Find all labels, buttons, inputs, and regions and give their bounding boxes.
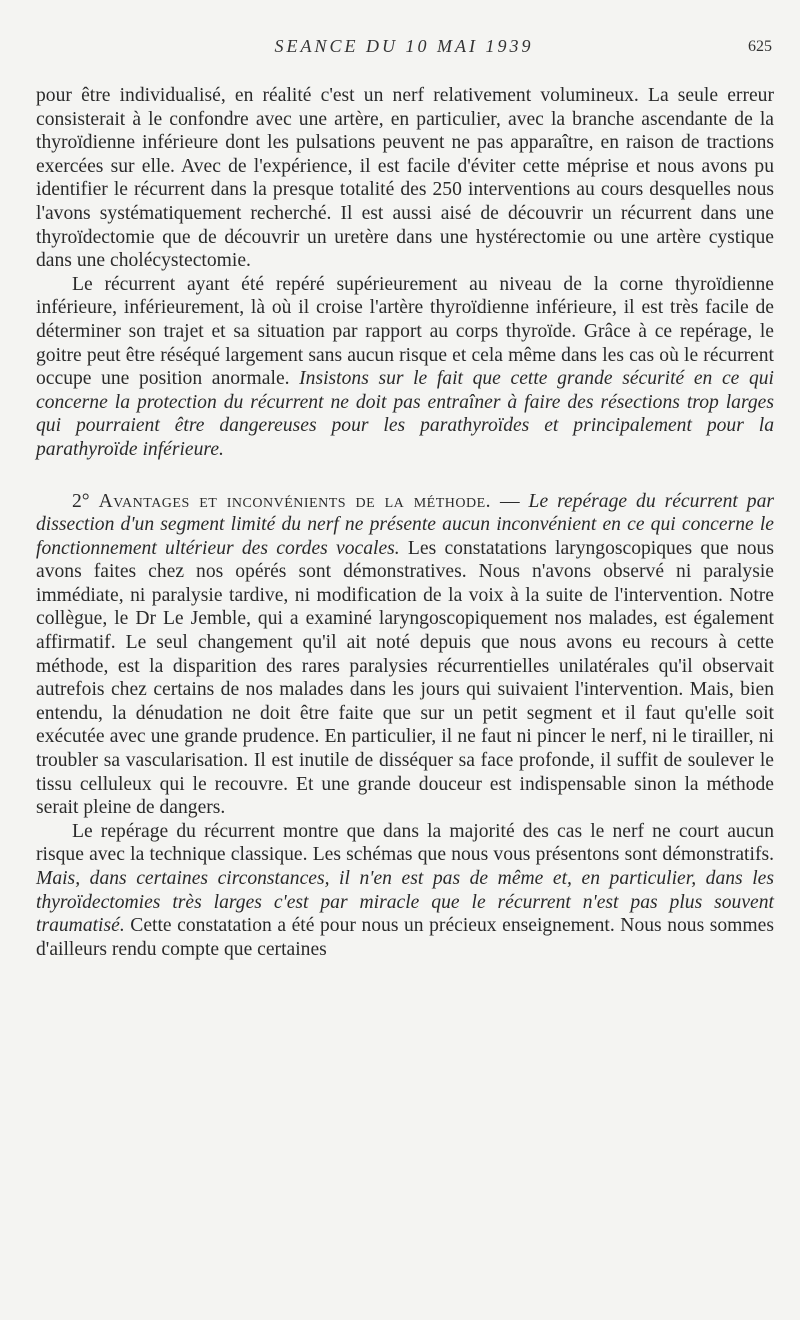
text-run: Cette constatation a été pour nous un précieux enseignement. Nous nous sommes d'ailleurs rendu compte que certaines [36, 915, 774, 960]
paragraph-2 [36, 273, 774, 462]
italic-run: Le repérage du récurrent par dissection d'un segment limité du nerf ne présente aucun inconvénient en ce qui concerne le fonctionnement ultérieur des cordes vocales. [36, 490, 775, 559]
text-run: Le récurrent ayant été repéré supérieurement au niveau de la corne thyroïdienne inférieure, inférieurement, là où il croise l'artère thyroïdienne inférieure, il est très facile de déterminer son trajet et sa situation par rapport au corps thyroïde. Grâce à ce repérage, le goitre peut être réséqué largement sans aucun risque et cela même dans les cas où le récurrent occupe une position anormale. [36, 273, 774, 390]
paragraph-4 [36, 820, 774, 962]
text-run: pour être individualisé, en réalité c'est un nerf relativement volumineux. La seule erreur consisterait à le confondre avec une artère, en particulier, avec la branche ascendante de la thyroïdienne inférieure dont les pulsations peuvent ne pas apparaître, en raison de tractions exercées sur elle. Avec de l'expérience, il est facile d'éviter cette méprise et nous avons pu identifier le récurrent dans la presque totalité des 250 interventions au cours desquelles nous l'avons systématiquement recherché. Il est aussi aisé de découvrir un récurrent dans une thyroïdectomie que de découvrir un uretère dans une hystérectomie ou une artère cystique dans une cholécystectomie. [36, 85, 774, 272]
em-dash: — [491, 490, 529, 512]
paragraph-section-2 [36, 490, 774, 820]
page-number: 625 [748, 38, 772, 55]
paragraph-1 [36, 84, 774, 273]
section-heading: Avantages et inconvénients de la méthode. [98, 490, 492, 512]
section-number: 2° [72, 490, 99, 512]
text-run: Les constatations laryngoscopiques que nous avons faites chez nos opérés sont démonstratives. Nous n'avons observé ni paralysie immédiate, ni paralysie tardive, ni modification de la voix à la suite de l'intervention. Notre collègue, le Dr Le Jemble, qui a examiné laryngoscopiquement nos malades, est également affirmatif. Le seul changement qu'il ait noté depuis que nous avons eu recours à cette méthode, est la disparition des rares paralysies récurrentielles unilatérales qu'il observait autrefois chez certains de nos malades dans les jours qui suivaient l'intervention. Mais, bien entendu, la dénudation ne doit être faite que sur un petit segment et il faut qu'elle soit exécutée avec une grande prudence. En particulier, il ne faut ni pincer le nerf, ni le tirailler, ni troubler sa vascularisation. Il est inutile de disséquer sa face profonde, il suffit de soulever le tissu celluleux qui le recouvre. Et une grande douceur est indispensable sinon la méthode serait pleine de dangers. [36, 537, 774, 819]
page-header [36, 36, 772, 64]
italic-run: Mais, dans certaines circonstances, il n'en est pas de même et, en particulier, dans les thyroïdectomies très larges c'est par miracle que le récurrent n'est pas plus souvent traumatisé. [36, 868, 774, 937]
italic-run: Insistons sur le fait que cette grande sécurité en ce qui concerne la protection du récurrent ne doit pas entraîner à faire des résections trop larges qui pourraient être dangereuses pour les parathyroïdes et principalement pour la parathyroïde inférieure. [36, 368, 774, 460]
body-text [36, 84, 774, 961]
running-title: SEANCE DU 10 MAI 1939 [274, 36, 534, 56]
text-run: Le repérage du récurrent montre que dans la majorité des cas le nerf ne court aucun risque avec la technique classique. Les schémas que nous vous présentons sont démonstratifs. [36, 820, 774, 866]
